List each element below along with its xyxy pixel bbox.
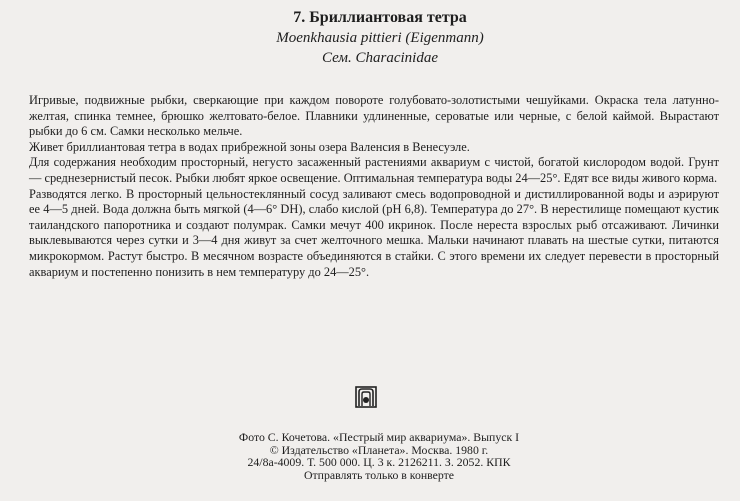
paragraph-habitat: Живет бриллиантовая тетра в водах прибрежной зоны озера Валенсия в Венесуэле. [29,139,470,154]
paragraph-description: Игривые, подвижные рыбки, сверкающие при каждом повороте голубовато-золотистыми чешуйками. Окраска тела латунно-желтая, спинка темнее, брюшко желтовато-белое. Плавники удлиненные, сероватые или черные, с белой каймой. Вырастают рыбки до 6 см. Самки несколько мельче. [29,93,719,139]
species-title: 7. Бриллиантовая тетра [293,9,467,26]
imprint-mailing-note: Отправлять только в конверте [303,467,455,482]
imprint-photo-credit: Фото С. Кочетова. «Пестрый мир аквариума». Выпуск I [238,430,520,444]
description-text [29,93,719,280]
header [0,8,740,68]
latin-name: Moenkhausia pittieri (Eigenmann) [276,30,484,46]
paragraph-breeding: Разводятся легко. В просторный цельностеклянный сосуд заливают смесь водопроводной и дистиллированной воды и аэрируют ее 4—5 дней. Вода должна быть мягкой (4—6° DH), слабо кислой (pH 6,8). Температура до 27°. В нерестилище помещают кустик таиландского папоротника и создают полумрак. Самки мечут 400 икринок. После нереста взрослых рыб отсаживают. Личинки выклевываются через сутки и 3—4 дня живут за счет желточного мешка. Мальки начинают плавать на шестые сутки, питаются микрокормом. Растут быстро. В месячном возрасте объединяются в стайки. С этого времени их следует перевести в просторный аквариум и постепенно понизить в нем температуру до 24—25°. [29,186,719,279]
imprint-print-info: 24/8а-4009. Т. 500 000. Ц. 3 к. 2126211. З. 2052. КПК [247,455,511,469]
imprint-publisher: © Издательство «Планета». Москва. 1980 г. [269,442,489,457]
paragraph-care: Для содержания необходим просторный, негусто засаженный растениями аквариум с чистой, богатой кислородом водой. Грунт — среднезернистый песок. Рыбки любят яркое освещение. Оптимальная температура воды 24—25°. Едят все виды живого корма. [29,155,719,185]
imprint [0,431,740,481]
publisher-logo-icon [355,386,377,408]
family-name: Сем. Characinidae [322,50,438,66]
